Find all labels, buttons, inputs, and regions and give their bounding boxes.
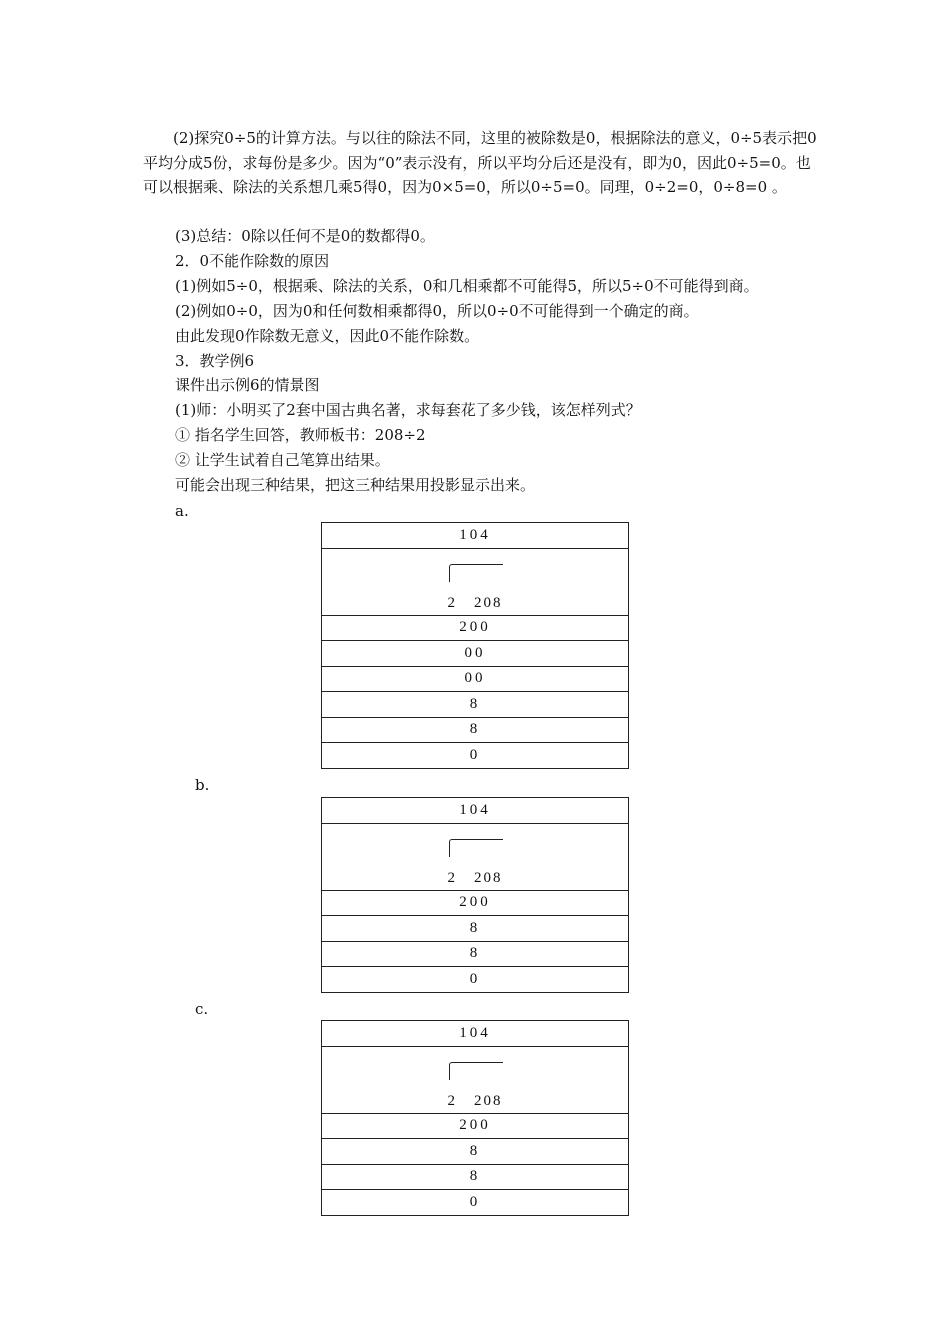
quotient-cell: 104 [322,1021,629,1047]
table-label-a: a. [175,502,189,520]
long-division-table-b [321,797,629,993]
step-1-line: ① 指名学生回答，教师板书：208÷2 [175,426,426,444]
section-heading-2: 2．0不能作除数的原因 [175,252,330,270]
table-row: 00 [322,666,629,692]
quotient-cell: 104 [322,798,629,824]
long-division-table-c [321,1020,629,1216]
summary-line: (3)总结：0除以任何不是0的数都得0。 [175,227,435,245]
step-2-line: ② 让学生试着自己笔算出结果。 [175,451,390,469]
paragraph-explore-zero-division: (2)探究0÷5的计算方法。与以往的除法不同，这里的被除数是0，根据除法的意义，0÷5表示把0平均分成5份，求每份是多少。因为“0”表示没有，所以平均分后还是没有，即为0，因此0÷5=0。也可以根据乘、除法的关系想几乘5得0，因为0×5=0，所以0÷5=0。同理，0÷2=0，0÷8=0 。 [143,129,817,196]
table-row: 8 [322,1164,629,1190]
table-row: 8 [322,916,629,942]
results-line: 可能会出现三种结果，把这三种结果用投影显示出来。 [175,476,536,494]
section-heading-3: 3．教学例6 [175,352,255,370]
table-label-c: c. [195,1000,209,1018]
example-line-2: (2)例如0÷0，因为0和任何数相乘都得0，所以0÷0不可能得到一个确定的商。 [175,302,699,320]
long-division-table-a [321,522,629,769]
table-row: 0 [322,967,629,993]
divisor-dividend-cell: 2 208 [322,1046,629,1113]
table-label-b: b. [195,776,210,794]
conclusion-line: 由此发现0作除数无意义，因此0不能作除数。 [175,327,480,345]
courseware-line: 课件出示例6的情景图 [175,376,320,394]
table-row: 200 [322,890,629,916]
teacher-question-line: (1)师：小明买了2套中国古典名著，求每套花了多少钱，该怎样列式？ [175,401,641,419]
table-row: 0 [322,1190,629,1216]
table-row: 0 [322,743,629,769]
table-row: 200 [322,1113,629,1139]
quotient-cell: 104 [322,523,629,549]
divisor-dividend-cell: 2 208 [322,548,629,615]
table-row: 8 [322,692,629,718]
division-bracket [449,564,503,582]
divisor-dividend-cell: 2 208 [322,823,629,890]
table-row: 8 [322,941,629,967]
table-row: 00 [322,641,629,667]
table-row: 200 [322,615,629,641]
division-bracket [449,839,503,857]
example-line-1: (1)例如5÷0，根据乘、除法的关系，0和几相乘都不可能得5，所以5÷0不可能得到商。 [175,277,759,295]
table-row: 8 [322,1139,629,1165]
table-row: 8 [322,717,629,743]
division-bracket [449,1062,503,1080]
